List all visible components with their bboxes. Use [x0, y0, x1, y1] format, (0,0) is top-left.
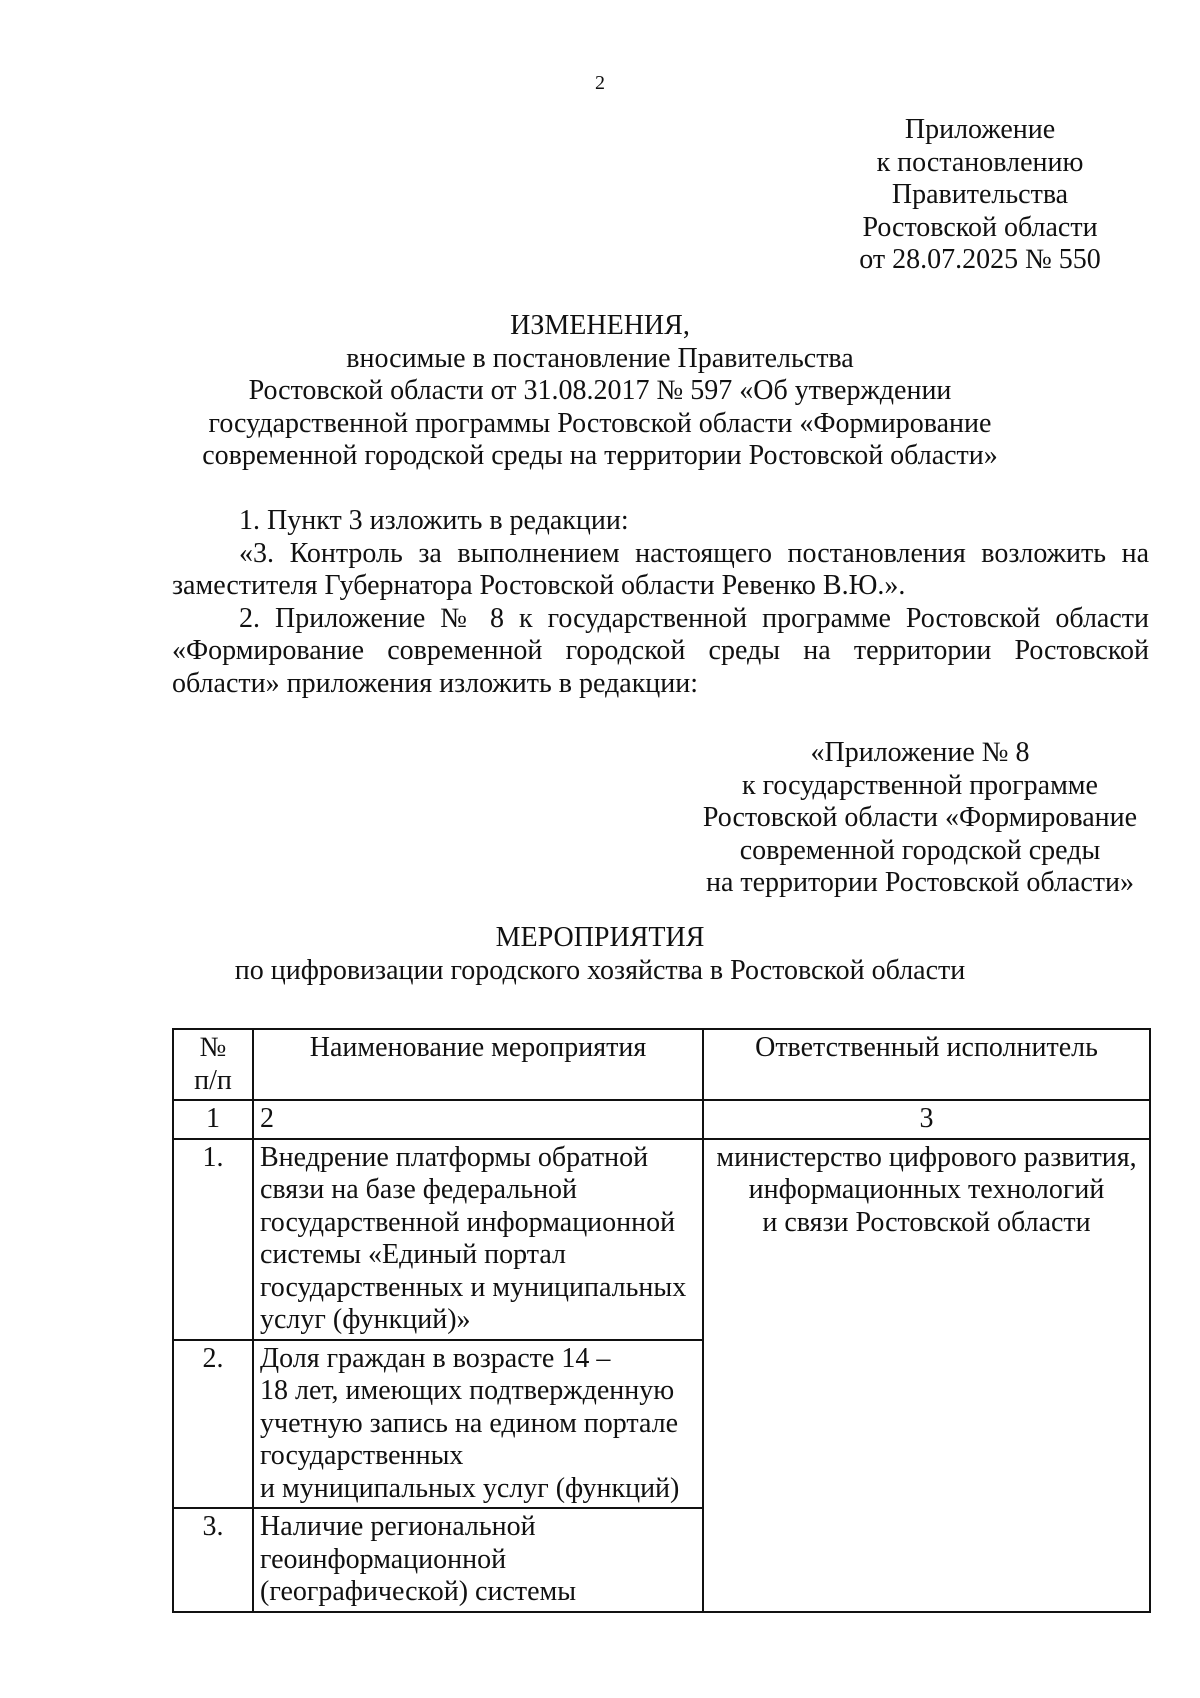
appendix-header-line: к постановлению	[876, 146, 1084, 178]
paragraph-3: 2. Приложение № 8 к государственной программе Ростовской области «Формирование современной городской среды на территории Ростовской области» приложения изложить в редакции:	[172, 602, 1149, 699]
appendix-header-line: Ростовской области	[862, 211, 1098, 243]
row-name-line: Наличие региональной	[260, 1511, 536, 1542]
row-name-line: системы «Единый портал	[260, 1239, 566, 1270]
row-name-line: Внедрение платформы обратной	[260, 1141, 649, 1173]
header-name: Наименование мероприятия	[253, 1029, 703, 1100]
changes-subtitle-line: государственной программы Ростовской области «Формирование	[208, 407, 992, 439]
paragraph-2: «3. Контроль за выполнением настоящего постановления возложить на заместителя Губернатора Ростовской области Ревенко В.Ю.».	[172, 537, 1149, 601]
row-name	[253, 1508, 703, 1612]
row-name	[253, 1139, 703, 1340]
responsible-line: министерство цифрового развития,	[716, 1141, 1137, 1173]
row-name-line: государственной информационной	[260, 1206, 676, 1238]
row-num: 1.	[173, 1139, 253, 1340]
table-index-row	[173, 1100, 1150, 1139]
appendix8-header-line: современной городской среды	[739, 834, 1101, 866]
index-cell: 3	[703, 1100, 1150, 1139]
changes-title-block	[150, 310, 1050, 473]
appendix8-header-line: к государственной программе	[742, 769, 1098, 801]
row-name-line: услуг (функций)»	[260, 1304, 471, 1335]
paragraph-1: 1. Пункт 3 изложить в редакции:	[239, 505, 629, 536]
appendix8-header-line: на территории Ростовской области»	[705, 867, 1134, 898]
table-row	[173, 1139, 1150, 1340]
row-name-line: (географической) системы	[260, 1576, 577, 1607]
appendix8-header	[690, 737, 1150, 900]
responsible-line: и связи Ростовской области	[762, 1206, 1091, 1238]
row-name-line: геоинформационной	[260, 1543, 507, 1575]
header-num	[173, 1029, 253, 1100]
appendix8-header-line: «Приложение № 8	[810, 737, 1030, 768]
index-cell: 1	[173, 1100, 253, 1139]
header-num-line: п/п	[194, 1064, 232, 1096]
appendix-header-line: Правительства	[891, 179, 1069, 210]
body-text	[172, 505, 1149, 700]
responsible-cell	[703, 1139, 1150, 1612]
events-title: МЕРОПРИЯТИЯ	[495, 922, 705, 953]
row-num: 3.	[173, 1508, 253, 1612]
appendix-header-line: Приложение	[904, 114, 1056, 145]
appendix8-header-line: Ростовской области «Формирование	[702, 802, 1138, 833]
row-name-line: государственных	[260, 1440, 464, 1471]
changes-subtitle-line: вносимые в постановление Правительства	[346, 342, 854, 374]
row-name-line: Доля граждан в возрасте 14 –	[260, 1342, 611, 1374]
changes-title: ИЗМЕНЕНИЯ,	[510, 310, 690, 341]
changes-subtitle-line: Ростовской области от 31.08.2017 № 597 «Об утверждении	[248, 375, 952, 406]
header-responsible: Ответственный исполнитель	[703, 1029, 1150, 1100]
responsible-line: информационных технологий	[748, 1174, 1105, 1205]
row-num: 2.	[173, 1340, 253, 1509]
row-name-line: и муниципальных услуг (функций)	[260, 1472, 680, 1504]
events-table	[172, 1028, 1151, 1613]
changes-subtitle-line: современной городской среды на территории Ростовской области»	[202, 440, 998, 471]
page-number: 2	[595, 72, 605, 94]
row-name-line: связи на базе федеральной	[260, 1174, 578, 1205]
header-num-line: №	[199, 1032, 227, 1063]
row-name-line: 18 лет, имеющих подтвержденную	[260, 1375, 675, 1406]
table-header-row	[173, 1029, 1150, 1100]
index-cell: 2	[253, 1100, 703, 1139]
row-name-line: учетную запись на едином портале	[260, 1407, 679, 1439]
events-subtitle: по цифровизации городского хозяйства в Ростовской области	[234, 954, 966, 986]
appendix-header	[800, 114, 1160, 277]
events-title-block	[150, 922, 1050, 987]
row-name-line: государственных и муниципальных	[260, 1271, 687, 1303]
row-name	[253, 1340, 703, 1509]
appendix-header-line: от 28.07.2025 № 550	[859, 244, 1101, 275]
